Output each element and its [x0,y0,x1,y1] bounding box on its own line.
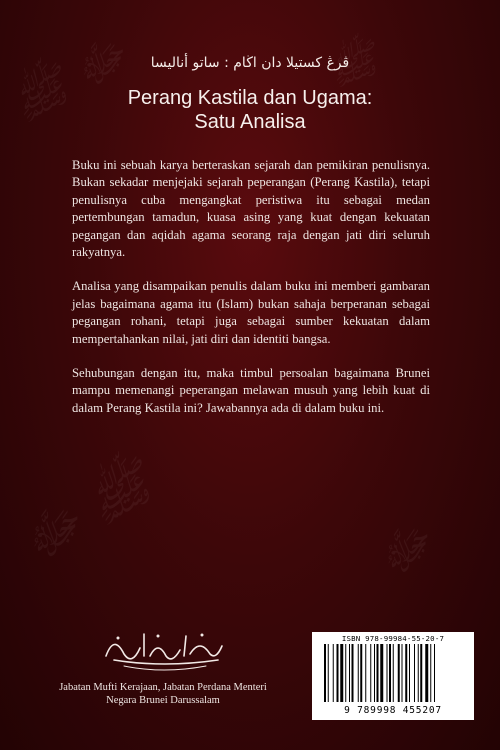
calligraphy-logo-icon [94,626,234,676]
barcode-icon [324,644,464,704]
jawi-title: ڤرڠ كستيلا دان اڬام : ساتو أناليسا [150,55,350,71]
isbn-label: ISBN 978-99984-55-20-7 [341,634,445,643]
book-title [0,86,500,134]
calligraphy-watermark-icon: ﷺ ﷻ [11,452,162,574]
synopsis-paragraph-1: Buku ini sebuah karya berteraskan sejarah dan pemikiran penulisnya. Bukan sekadar menjejaki sejarah peperangan (Perang Kastila), tetapi penulisnya cuba mengangkat peristiwa itu sebagai medan pertembungan tamadun, kuasa asing yang kuat dengan kekuatan pegangan dan aqidah agama seorang raja dengan jati diri seluruh rakyatnya. [72,158,430,260]
synopsis-paragraph-2: Analisa yang disampaikan penulis dalam buku ini memberi gambaran jelas bagaimana agama itu (Islam) bukan sahaja berperanan sebagai pegangan rohani, tetapi juga sebagai sumber kekuatan dalam mempertahankan nilai, jati diri dan identiti bangsa. [72,279,430,346]
book-title-line-1: Perang Kastila dan Ugama: [127,87,373,109]
isbn-barcode [312,632,474,720]
isbn-number: 9 789998 455207 [344,705,442,716]
calligraphy-watermark-icon: ﷻ ﷺ [1,26,136,132]
publisher-line-1: Jabatan Mufti Kerajaan, Jabatan Perdana Menteri [59,682,267,693]
publisher-line-2: Negara Brunei Darussalam [106,695,220,706]
book-title-line-2: Satu Analisa [194,111,306,133]
calligraphy-watermark-icon: ﷺ [322,35,384,96]
synopsis-paragraph-3: Sehubungan dengan itu, maka timbul persoalan bagaimana Brunei mampu memenangi peperangan melawan musuh yang lebih kuat di dalam Perang Kastila ini? Jawabannya ada di dalam buku ini. [72,366,430,415]
synopsis [72,157,430,434]
calligraphy-watermark-icon: ﷻ [366,511,442,588]
